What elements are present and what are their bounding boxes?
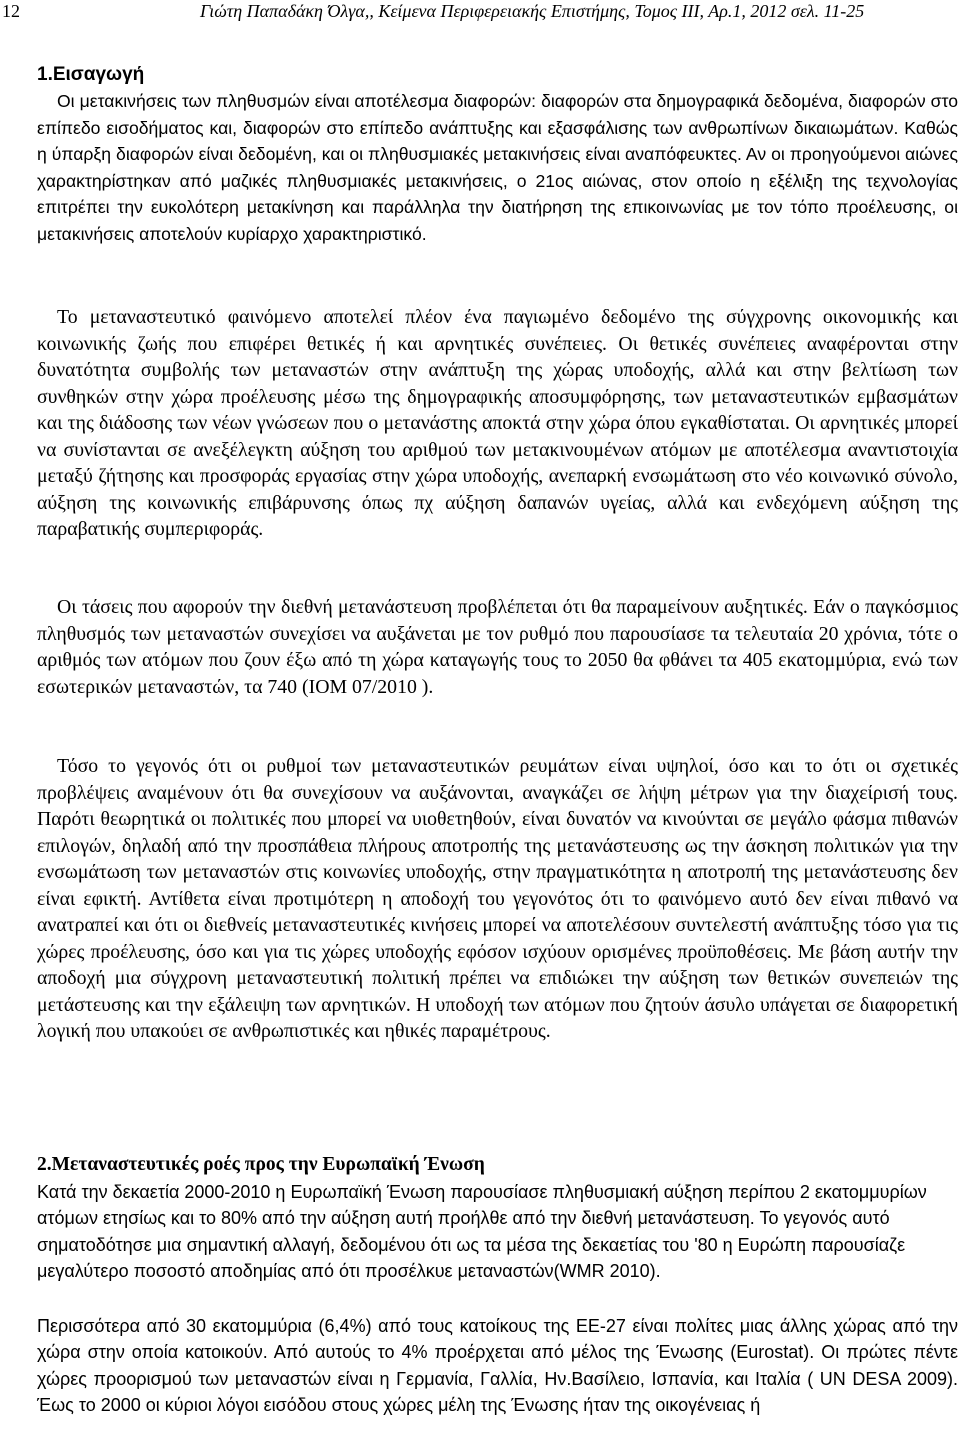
- section-2-paragraph-2: Περισσότερα από 30 εκατομμύρια (6,4%) από τους κατοίκους της ΕΕ-27 είναι πολίτες μιας άλλης χώρας από την χώρα στην οποία κατοικούν. Από αυτούς το 4% προέρχεται από μέλος της Ένωσης (Eurostat). Οι πρώτες πέντε χώρες προορισμού των μεταναστών είναι η Γερμανία, Γαλλία, Ην.Βασίλειο, Ισπανία, και Ιταλία ( UN DESA 2009). Έως το 2000 οι κύριοι λόγοι εισόδου στους χώρες μέλη της Ένωσης ήταν της οικογένειας ή: [37, 1316, 958, 1415]
- section-1-paragraph-1: Οι μετακινήσεις των πληθυσμών είναι αποτέλεσμα διαφορών: διαφορών στα δημογραφικά δεδομένα, διαφορών στο επίπεδο εισοδήματος και, διαφορών στο επίπεδο ανάπτυξης και εξασφάλισης των ανθρωπίνων δικαιωμάτων. Καθώς η ύπαρξη διαφορών είναι δεδομένη, και οι πληθυσμιακές μετακινήσεις είναι αναπόφευκτες. Αν οι προηγούμενοι αιώνες χαρακτηρίστηκαν από μαζικές πληθυσμιακές μετακινήσεις, ο 21ος αιώνας, στον οποίο η εξέλιξη της τεχνολογίας επιτρέπει την ευκολότερη μετακίνηση και παράλληλα την διατήρηση της επικοινωνίας με τον τόπο προέλευσης, οι μετακινήσεις αποτελούν κυρίαρχο χαρακτηριστικό.: [37, 91, 958, 244]
- section-1-paragraph-2: Το μεταναστευτικό φαινόμενο αποτελεί πλέον ένα παγιωμένο δεδομένο της σύγχρονης οικονομικής και κοινωνικής ζωής που επιφέρει θετικές ή και αρνητικές συνέπειες. Οι θετικές συνέπειες αναφέρονται στην δυνατότητα συμβολής των μεταναστών στην ανάπτυξη της χώρας υποδοχής, αλλά και στην βελτίωση των συνθηκών στην χώρα προέλευσης μέσω της δημογραφικής αποσυμφόρησης, των μεταναστευτικών εμβασμάτων και της διάδοσης των νέων γνώσεων που ο μετανάστης αποκτά στην χώρα όπου εγκαθίσταται. Οι αρνητικές μπορεί να συνίστανται σε ανεξέλεγκτη αύξηση του αριθμού των μετακινουμένων ατόμων με αποτέλεσμα αναντιστοιχία μεταξύ ζήτησης και προσφοράς εργασίας στην χώρα υποδοχής, ανεπαρκή ενσωμάτωση στο νέο κοινωνικό σύνολο, αύξηση της κοινωνικής επιβάρυνσης όπως πχ αύξηση δαπανών υγείας, αλλά και ενδεχόμενη αύξηση της παραβατικής συμπεριφοράς.: [37, 306, 958, 540]
- section-1-paragraph-4: Τόσο το γεγονός ότι οι ρυθμοί των μεταναστευτικών ρευμάτων είναι υψηλοί, όσο και το ότι οι σχετικές προβλέψεις αναμένουν ότι θα συνεχίσουν να αυξάνονται, αναγκάζει σε λήψη μέτρων για την διαχείρισή τους. Παρότι θεωρητικά οι πολιτικές που μπορεί να υιοθετηθούν, είναι δυνατόν να κινούνται σε μεγάλο φάσμα πιθανών επιλογών, δηλαδή από την προσπάθεια πλήρους αποτροπής της μετανάστευσης ως την άσκηση πολιτικών για την ενσωμάτωση των μεταναστών στις κοινωνίες υποδοχής, στην πραγματικότητα η αποτροπή της μετανάστευσης δεν είναι εφικτή. Αντίθετα είναι προτιμότερη η αποδοχή του γεγονότος ότι το φαινόμενο αυτό δεν είναι πιθανό να ανατραπεί και ότι οι διεθνείς μεταναστευτικές κινήσεις μπορεί να αποτελέσουν συντελεστή ανάπτυξης τόσο για τις χώρες προέλευσης, όσο και για τις χώρες υποδοχής εφόσον ισχύουν ορισμένες προϋποθέσεις. Με βάση αυτήν την αποδοχή μια σύγχρονη μεταναστευτική πολιτική πρέπει να επιδιώκει την αύξηση των θετικών συνεπειών της μετάστευσης και την εξάλειψη των αρνητικών. Η υποδοχή των ατόμων που ζητούν άσυλο υπάγεται σε διαφορετική λογική που υπακούει σε ανθρωπιστικές και ηθικές παραμέτρους.: [37, 755, 958, 1042]
- running-header: [2, 0, 958, 22]
- section-2-heading: 2.Μεταναστευτικές ροές προς την Ευρωπαϊκή Ένωση: [37, 1154, 485, 1175]
- journal-citation: Γιώτη Παπαδάκη Όλγα,, Κείμενα Περιφερειακής Επιστήμης, Τομος ΙΙΙ, Αρ.1, 2012 σελ. 11-25: [200, 1, 865, 21]
- section-1-heading: 1.Εισαγωγή: [37, 64, 145, 85]
- section-1-paragraph-3: Οι τάσεις που αφορούν την διεθνή μετανάστευση προβλέπεται ότι θα παραμείνουν αυξητικές. Εάν ο παγκόσμιος πληθυσμός των μεταναστών συνεχίσει να αυξάνεται με τον ρυθμό που παρουσίασε τα τελευταία 20 χρόνια, τότε ο αριθμός των ατόμων που ζουν έξω από τη χώρα καταγωγής τους το 2050 θα φθάνει τα 405 εκατομμύρια, ενώ των εσωτερικών μεταναστών, τα 740 (IOM 07/2010 ).: [37, 596, 958, 698]
- section-2-paragraph-1: Κατά την δεκαετία 2000-2010 η Ευρωπαϊκή Ένωση παρουσίασε πληθυσμιακή αύξηση περίπου 2 εκατομμυρίων ατόμων ετησίως και το 80% από την αύξηση αυτή προήλθε από την διεθνή μετανάστευση. Το γεγονός αυτό σηματοδότησε μια σημαντική αλλαγή, δεδομένου ότι ως τα μέσα της δεκαετίας του '80 η Ευρώπη παρουσίαζε μεγαλύτερο ποσοστό αποδημίας από ότι προσέλκυε μεταναστών(WMR 2010).: [37, 1182, 927, 1281]
- page-number: 12: [2, 1, 20, 21]
